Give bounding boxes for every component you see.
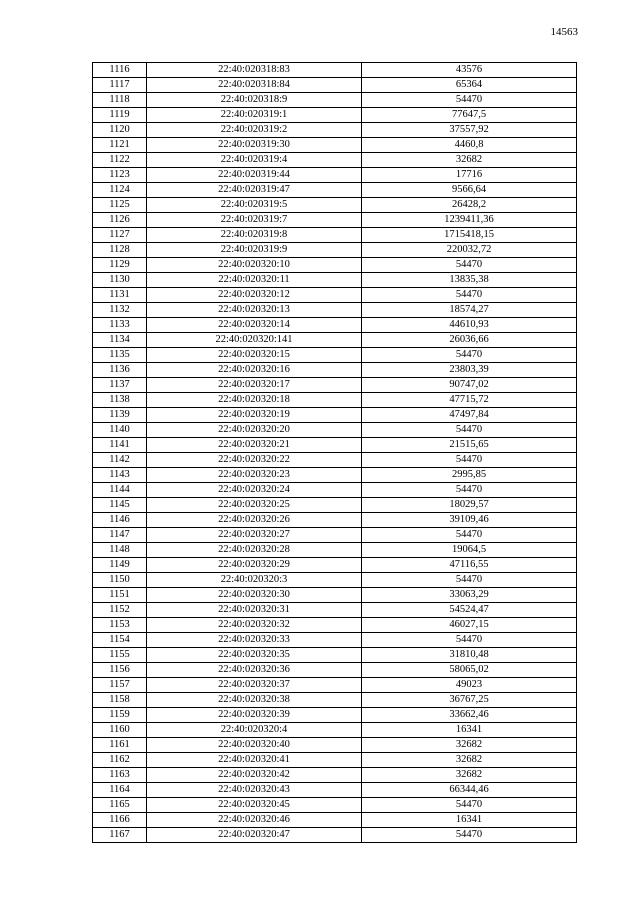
value-cell: 26428,2: [362, 198, 577, 213]
cadastral-number-cell: 22:40:020320:19: [147, 408, 362, 423]
value-cell: 43576: [362, 63, 577, 78]
value-cell: 54470: [362, 348, 577, 363]
cadastral-number-cell: 22:40:020320:41: [147, 753, 362, 768]
value-cell: 16341: [362, 813, 577, 828]
row-number-cell: 1133: [93, 318, 147, 333]
value-cell: 54470: [362, 798, 577, 813]
value-cell: 47497,84: [362, 408, 577, 423]
value-cell: 54470: [362, 288, 577, 303]
value-cell: 90747,02: [362, 378, 577, 393]
value-cell: 33662,46: [362, 708, 577, 723]
cadastral-number-cell: 22:40:020320:12: [147, 288, 362, 303]
table-row: [93, 123, 577, 138]
value-cell: 47715,72: [362, 393, 577, 408]
row-number-cell: 1159: [93, 708, 147, 723]
cadastral-number-cell: 22:40:020320:37: [147, 678, 362, 693]
table-row: [93, 138, 577, 153]
row-number-cell: 1136: [93, 363, 147, 378]
cadastral-number-cell: 22:40:020320:13: [147, 303, 362, 318]
row-number-cell: 1150: [93, 573, 147, 588]
table-row: [93, 648, 577, 663]
row-number-cell: 1141: [93, 438, 147, 453]
cadastral-number-cell: 22:40:020320:25: [147, 498, 362, 513]
cadastral-number-cell: 22:40:020318:84: [147, 78, 362, 93]
row-number-cell: 1167: [93, 828, 147, 843]
table-row: [93, 798, 577, 813]
table-row: [93, 558, 577, 573]
value-cell: 39109,46: [362, 513, 577, 528]
cadastral-number-cell: 22:40:020320:36: [147, 663, 362, 678]
cadastral-number-cell: 22:40:020320:23: [147, 468, 362, 483]
value-cell: 65364: [362, 78, 577, 93]
table-row: [93, 528, 577, 543]
cadastral-number-cell: 22:40:020319:7: [147, 213, 362, 228]
value-cell: 54470: [362, 633, 577, 648]
value-cell: 54524,47: [362, 603, 577, 618]
table-row: [93, 783, 577, 798]
value-cell: 31810,48: [362, 648, 577, 663]
table-row: [93, 828, 577, 843]
table-row: [93, 468, 577, 483]
row-number-cell: 1122: [93, 153, 147, 168]
table-row: [93, 753, 577, 768]
cadastral-number-cell: 22:40:020319:1: [147, 108, 362, 123]
table-row: [93, 408, 577, 423]
value-cell: 54470: [362, 258, 577, 273]
cadastral-number-cell: 22:40:020320:18: [147, 393, 362, 408]
cadastral-number-cell: 22:40:020320:32: [147, 618, 362, 633]
table-row: [93, 723, 577, 738]
table-row: [93, 363, 577, 378]
table-row: [93, 618, 577, 633]
table-row: [93, 288, 577, 303]
row-number-cell: 1132: [93, 303, 147, 318]
cadastral-number-cell: 22:40:020319:44: [147, 168, 362, 183]
cadastral-number-cell: 22:40:020320:38: [147, 693, 362, 708]
cadastral-number-cell: 22:40:020320:35: [147, 648, 362, 663]
cadastral-number-cell: 22:40:020320:22: [147, 453, 362, 468]
row-number-cell: 1116: [93, 63, 147, 78]
value-cell: 54470: [362, 93, 577, 108]
row-number-cell: 1120: [93, 123, 147, 138]
table-row: [93, 543, 577, 558]
value-cell: 54470: [362, 453, 577, 468]
page-number: 14563: [550, 26, 578, 38]
value-cell: 17716: [362, 168, 577, 183]
row-number-cell: 1139: [93, 408, 147, 423]
row-number-cell: 1145: [93, 498, 147, 513]
row-number-cell: 1146: [93, 513, 147, 528]
table-row: [93, 168, 577, 183]
cadastral-number-cell: 22:40:020320:24: [147, 483, 362, 498]
value-cell: 54470: [362, 528, 577, 543]
table-row: [93, 513, 577, 528]
table-row: [93, 213, 577, 228]
cadastral-number-cell: 22:40:020319:9: [147, 243, 362, 258]
value-cell: 220032,72: [362, 243, 577, 258]
table-row: [93, 198, 577, 213]
cadastral-number-cell: 22:40:020320:39: [147, 708, 362, 723]
row-number-cell: 1151: [93, 588, 147, 603]
row-number-cell: 1140: [93, 423, 147, 438]
table-row: [93, 393, 577, 408]
row-number-cell: 1142: [93, 453, 147, 468]
row-number-cell: 1134: [93, 333, 147, 348]
row-number-cell: 1117: [93, 78, 147, 93]
value-cell: 1239411,36: [362, 213, 577, 228]
table-row: [93, 633, 577, 648]
cadastral-number-cell: 22:40:020320:21: [147, 438, 362, 453]
row-number-cell: 1148: [93, 543, 147, 558]
row-number-cell: 1157: [93, 678, 147, 693]
value-cell: 54470: [362, 483, 577, 498]
cadastral-number-cell: 22:40:020320:42: [147, 768, 362, 783]
table-row: [93, 78, 577, 93]
cadastral-number-cell: 22:40:020320:20: [147, 423, 362, 438]
table-row: [93, 663, 577, 678]
value-cell: 44610,93: [362, 318, 577, 333]
row-number-cell: 1155: [93, 648, 147, 663]
cadastral-number-cell: 22:40:020318:9: [147, 93, 362, 108]
table-row: [93, 678, 577, 693]
value-cell: 18029,57: [362, 498, 577, 513]
value-cell: 54470: [362, 828, 577, 843]
cadastral-number-cell: 22:40:020320:14: [147, 318, 362, 333]
row-number-cell: 1165: [93, 798, 147, 813]
table-row: [93, 348, 577, 363]
row-number-cell: 1131: [93, 288, 147, 303]
row-number-cell: 1162: [93, 753, 147, 768]
table-row: [93, 423, 577, 438]
value-cell: 1715418,15: [362, 228, 577, 243]
table-body: [93, 63, 577, 843]
row-number-cell: 1138: [93, 393, 147, 408]
value-cell: 54470: [362, 573, 577, 588]
table-row: [93, 63, 577, 78]
table-row: [93, 378, 577, 393]
cadastral-number-cell: 22:40:020320:45: [147, 798, 362, 813]
row-number-cell: 1149: [93, 558, 147, 573]
row-number-cell: 1163: [93, 768, 147, 783]
cadastral-number-cell: 22:40:020320:3: [147, 573, 362, 588]
table-row: [93, 813, 577, 828]
cadastral-number-cell: 22:40:020320:31: [147, 603, 362, 618]
table-row: [93, 243, 577, 258]
row-number-cell: 1152: [93, 603, 147, 618]
cadastral-number-cell: 22:40:020320:40: [147, 738, 362, 753]
value-cell: 19064,5: [362, 543, 577, 558]
table-row: [93, 708, 577, 723]
cadastral-number-cell: 22:40:020320:10: [147, 258, 362, 273]
value-cell: 58065,02: [362, 663, 577, 678]
cadastral-number-cell: 22:40:020319:5: [147, 198, 362, 213]
cadastral-number-cell: 22:40:020320:30: [147, 588, 362, 603]
table-row: [93, 693, 577, 708]
table-row: [93, 483, 577, 498]
row-number-cell: 1160: [93, 723, 147, 738]
value-cell: 49023: [362, 678, 577, 693]
value-cell: 32682: [362, 768, 577, 783]
row-number-cell: 1156: [93, 663, 147, 678]
table-row: [93, 228, 577, 243]
row-number-cell: 1121: [93, 138, 147, 153]
table-row: [93, 333, 577, 348]
value-cell: 33063,29: [362, 588, 577, 603]
row-number-cell: 1129: [93, 258, 147, 273]
table-row: [93, 438, 577, 453]
row-number-cell: 1143: [93, 468, 147, 483]
row-number-cell: 1130: [93, 273, 147, 288]
row-number-cell: 1166: [93, 813, 147, 828]
value-cell: 32682: [362, 153, 577, 168]
value-cell: 32682: [362, 738, 577, 753]
cadastral-number-cell: 22:40:020320:15: [147, 348, 362, 363]
cadastral-number-cell: 22:40:020320:11: [147, 273, 362, 288]
row-number-cell: 1123: [93, 168, 147, 183]
table-row: [93, 588, 577, 603]
row-number-cell: 1144: [93, 483, 147, 498]
cadastral-number-cell: 22:40:020319:30: [147, 138, 362, 153]
value-cell: 16341: [362, 723, 577, 738]
table-row: [93, 153, 577, 168]
row-number-cell: 1124: [93, 183, 147, 198]
value-cell: 23803,39: [362, 363, 577, 378]
row-number-cell: 1158: [93, 693, 147, 708]
table-row: [93, 498, 577, 513]
row-number-cell: 1147: [93, 528, 147, 543]
cadastral-number-cell: 22:40:020319:8: [147, 228, 362, 243]
value-cell: 77647,5: [362, 108, 577, 123]
row-number-cell: 1118: [93, 93, 147, 108]
value-cell: 9566,64: [362, 183, 577, 198]
cadastral-number-cell: 22:40:020320:46: [147, 813, 362, 828]
row-number-cell: 1164: [93, 783, 147, 798]
row-number-cell: 1125: [93, 198, 147, 213]
row-number-cell: 1154: [93, 633, 147, 648]
cadastral-number-cell: 22:40:020320:4: [147, 723, 362, 738]
table-row: [93, 303, 577, 318]
value-cell: 21515,65: [362, 438, 577, 453]
value-cell: 13835,38: [362, 273, 577, 288]
cadastral-number-cell: 22:40:020320:26: [147, 513, 362, 528]
table-row: [93, 273, 577, 288]
value-cell: 32682: [362, 753, 577, 768]
table-row: [93, 738, 577, 753]
value-cell: 18574,27: [362, 303, 577, 318]
value-cell: 37557,92: [362, 123, 577, 138]
row-number-cell: 1161: [93, 738, 147, 753]
cadastral-number-cell: 22:40:020320:33: [147, 633, 362, 648]
table-row: [93, 93, 577, 108]
table-row: [93, 318, 577, 333]
value-cell: 54470: [362, 423, 577, 438]
row-number-cell: 1119: [93, 108, 147, 123]
cadastral-number-cell: 22:40:020320:47: [147, 828, 362, 843]
value-cell: 26036,66: [362, 333, 577, 348]
table-row: [93, 768, 577, 783]
table-row: [93, 108, 577, 123]
cadastral-number-cell: 22:40:020320:27: [147, 528, 362, 543]
cadastral-number-cell: 22:40:020320:28: [147, 543, 362, 558]
value-cell: 36767,25: [362, 693, 577, 708]
row-number-cell: 1137: [93, 378, 147, 393]
table-row: [93, 573, 577, 588]
value-cell: 66344,46: [362, 783, 577, 798]
value-cell: 46027,15: [362, 618, 577, 633]
table-row: [93, 258, 577, 273]
row-number-cell: 1153: [93, 618, 147, 633]
value-cell: 4460,8: [362, 138, 577, 153]
cadastral-number-cell: 22:40:020320:29: [147, 558, 362, 573]
row-number-cell: 1128: [93, 243, 147, 258]
cadastral-value-table: [92, 62, 577, 843]
cadastral-number-cell: 22:40:020318:83: [147, 63, 362, 78]
table-row: [93, 603, 577, 618]
value-cell: 47116,55: [362, 558, 577, 573]
row-number-cell: 1135: [93, 348, 147, 363]
row-number-cell: 1126: [93, 213, 147, 228]
cadastral-number-cell: 22:40:020320:17: [147, 378, 362, 393]
cadastral-number-cell: 22:40:020320:16: [147, 363, 362, 378]
value-cell: 2995,85: [362, 468, 577, 483]
cadastral-number-cell: 22:40:020319:4: [147, 153, 362, 168]
cadastral-number-cell: 22:40:020320:43: [147, 783, 362, 798]
table-row: [93, 453, 577, 468]
cadastral-number-cell: 22:40:020319:2: [147, 123, 362, 138]
row-number-cell: 1127: [93, 228, 147, 243]
table-row: [93, 183, 577, 198]
cadastral-number-cell: 22:40:020320:141: [147, 333, 362, 348]
cadastral-number-cell: 22:40:020319:47: [147, 183, 362, 198]
